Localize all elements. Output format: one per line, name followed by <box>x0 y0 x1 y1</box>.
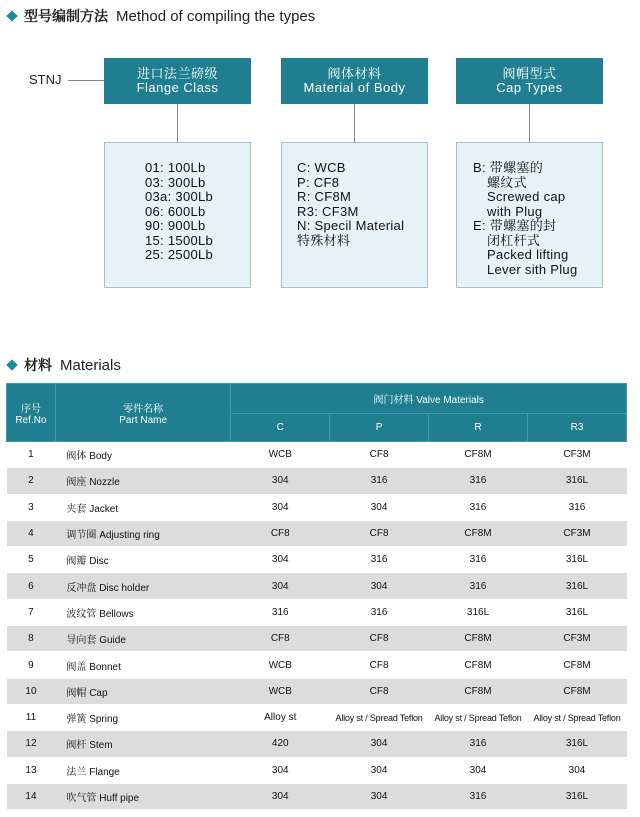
flange-option: 15: 1500Lb <box>145 232 214 248</box>
material-r-cell: 316 <box>429 573 528 599</box>
flange-class-header-cn: 进口法兰磅级 <box>136 66 218 81</box>
material-p-cell: CF8 <box>330 652 429 678</box>
material-r3-cell: CF3M <box>527 626 626 652</box>
ref-no-cell: 11 <box>7 704 56 730</box>
material-c-cell: 304 <box>231 783 330 809</box>
cap-option: 闭杠杆式 <box>487 232 541 248</box>
cap-option: B: 带螺塞的 <box>473 160 543 175</box>
material-r3-cell: 316L <box>527 783 626 809</box>
part-name-cell: 反冲盘 Disc holder <box>55 573 231 599</box>
ref-no-cell: 12 <box>7 731 56 757</box>
part-name-cell: 阀体 Body <box>55 442 231 468</box>
part-name-cell: 法兰 Flange <box>55 757 231 783</box>
method-title-cn: 型号编制方法 <box>24 9 108 25</box>
table-row <box>7 652 627 678</box>
flange-option: 01: 100Lb <box>145 160 206 175</box>
table-row <box>7 757 627 783</box>
part-name-header <box>55 384 231 442</box>
table-row <box>7 442 627 468</box>
material-r3-cell: CF8M <box>527 678 626 704</box>
part-name-cell: 阀盖 Bonnet <box>55 652 231 678</box>
material-p-cell: 304 <box>330 731 429 757</box>
ref-no-cell: 3 <box>7 494 56 520</box>
material-c-cell: WCB <box>231 652 330 678</box>
materials-title-en: Materials <box>60 356 121 374</box>
table-row <box>7 678 627 704</box>
material-p-cell: 316 <box>330 599 429 625</box>
materials-title-cn: 材料 <box>24 358 52 374</box>
ref-no-cell: 10 <box>7 678 56 704</box>
table-row <box>7 520 627 546</box>
body-option: P: CF8 <box>297 174 340 190</box>
cap-option: E: 带螺塞的封 <box>473 218 557 233</box>
flange-connector-line <box>177 104 178 142</box>
material-r-cell: CF8M <box>429 520 528 546</box>
material-c-cell: Alloy st <box>231 704 330 730</box>
ref-no-cell: 2 <box>7 468 56 494</box>
part-name-cell: 阀座 Nozzle <box>55 468 231 494</box>
body-material-header <box>281 58 428 104</box>
materials-section-title <box>8 355 121 375</box>
material-r3-cell: 316L <box>527 731 626 757</box>
material-r-cell: CF8M <box>429 626 528 652</box>
material-r-cell: 316 <box>429 731 528 757</box>
material-c-cell: 420 <box>231 731 330 757</box>
body-material-header-en: Material of Body <box>303 80 406 95</box>
material-c-cell: 304 <box>231 494 330 520</box>
flange-option: 03: 300Lb <box>145 174 206 190</box>
part-name-header-cn: 零件名称 <box>123 403 164 415</box>
table-row <box>7 494 627 520</box>
material-c-cell: 304 <box>231 547 330 573</box>
material-r3-cell: CF3M <box>527 442 626 468</box>
part-name-cell: 波纹管 Bellows <box>55 599 231 625</box>
cap-types-header <box>456 58 603 104</box>
material-c-cell: CF8 <box>231 520 330 546</box>
material-r-cell: 316 <box>429 468 528 494</box>
body-option: R3: CF3M <box>297 203 359 219</box>
ref-no-header <box>7 384 56 442</box>
ref-no-header-en: Ref.No <box>15 414 47 426</box>
material-r-cell: CF8M <box>429 678 528 704</box>
flange-option: 03a: 300Lb <box>145 189 214 204</box>
part-name-cell: 阀瓣 Disc <box>55 547 231 573</box>
body-option: 特殊材料 <box>297 232 351 248</box>
ref-no-cell: 6 <box>7 573 56 599</box>
ref-no-cell: 9 <box>7 652 56 678</box>
cap-option: Lever sith Plug <box>487 261 578 277</box>
material-r3-cell: 316L <box>527 547 626 573</box>
part-name-cell: 弹簧 Spring <box>55 704 231 730</box>
method-section-title <box>8 6 315 26</box>
material-p-cell: Alloy st / Spread Teflon <box>330 704 429 730</box>
material-r-cell: 316 <box>429 783 528 809</box>
material-r3-cell: 316L <box>527 468 626 494</box>
material-r3-cell: 316 <box>527 494 626 520</box>
cap-options-box <box>456 142 603 288</box>
material-r-cell: 316L <box>429 599 528 625</box>
table-row <box>7 731 627 757</box>
body-option: N: Specil Material <box>297 218 405 233</box>
material-p-cell: 316 <box>330 468 429 494</box>
material-r-cell: CF8M <box>429 442 528 468</box>
table-row <box>7 626 627 652</box>
part-name-header-en: Part Name <box>119 414 168 426</box>
materials-table-body <box>7 442 627 810</box>
column-header-r3: R3 <box>527 414 626 442</box>
material-c-cell: CF8 <box>231 626 330 652</box>
material-r-cell: 316 <box>429 547 528 573</box>
ref-no-cell: 4 <box>7 520 56 546</box>
flange-option: 90: 900Lb <box>145 218 206 233</box>
ref-no-cell: 5 <box>7 547 56 573</box>
material-p-cell: 304 <box>330 573 429 599</box>
table-row <box>7 468 627 494</box>
material-c-cell: WCB <box>231 678 330 704</box>
material-r3-cell: 316L <box>527 599 626 625</box>
material-p-cell: 304 <box>330 494 429 520</box>
material-p-cell: CF8 <box>330 442 429 468</box>
material-r3-cell: Alloy st / Spread Teflon <box>527 704 626 730</box>
material-p-cell: CF8 <box>330 678 429 704</box>
material-p-cell: 316 <box>330 547 429 573</box>
column-header-r: R <box>429 414 528 442</box>
material-p-cell: 304 <box>330 757 429 783</box>
material-r-cell: 316 <box>429 494 528 520</box>
part-name-cell: 导向套 Guide <box>55 626 231 652</box>
material-r-cell: CF8M <box>429 652 528 678</box>
diamond-bullet-icon <box>6 359 17 370</box>
body-option: R: CF8M <box>297 189 352 204</box>
column-header-p: P <box>330 414 429 442</box>
table-row <box>7 547 627 573</box>
valve-materials-header: 阀门材料 Valve Materials <box>231 384 627 414</box>
material-p-cell: CF8 <box>330 626 429 652</box>
body-material-header-cn: 阀体材料 <box>327 66 382 81</box>
flange-option: 06: 600Lb <box>145 203 206 219</box>
material-r3-cell: 304 <box>527 757 626 783</box>
method-title-en: Method of compiling the types <box>116 7 316 25</box>
material-c-cell: 304 <box>231 468 330 494</box>
flange-option: 25: 2500Lb <box>145 247 214 262</box>
cap-option: 螺纹式 <box>487 174 527 190</box>
cap-option: Packed lifting <box>487 247 569 262</box>
material-p-cell: 304 <box>330 783 429 809</box>
part-name-cell: 吹气管 Huff pipe <box>55 783 231 809</box>
ref-no-cell: 7 <box>7 599 56 625</box>
material-r-cell: 304 <box>429 757 528 783</box>
ref-no-header-cn: 序号 <box>20 403 41 415</box>
prefix-connector-line <box>68 80 104 81</box>
material-c-cell: 304 <box>231 573 330 599</box>
model-prefix: STNJ <box>29 72 62 87</box>
table-row <box>7 704 627 730</box>
column-header-c: C <box>231 414 330 442</box>
ref-no-cell: 14 <box>7 783 56 809</box>
cap-option: with Plug <box>487 203 543 219</box>
material-c-cell: WCB <box>231 442 330 468</box>
material-r3-cell: CF8M <box>527 652 626 678</box>
ref-no-cell: 13 <box>7 757 56 783</box>
materials-table <box>6 383 627 810</box>
ref-no-cell: 8 <box>7 626 56 652</box>
material-p-cell: CF8 <box>330 520 429 546</box>
body-option: C: WCB <box>297 160 346 175</box>
ref-no-cell: 1 <box>7 442 56 468</box>
diamond-bullet-icon <box>6 10 17 21</box>
material-r3-cell: 316L <box>527 573 626 599</box>
flange-class-header <box>104 58 251 104</box>
part-name-cell: 调节圈 Adjusting ring <box>55 520 231 546</box>
material-r3-cell: CF3M <box>527 520 626 546</box>
flange-options-box <box>104 142 251 288</box>
table-row <box>7 573 627 599</box>
part-name-cell: 阀帽 Cap <box>55 678 231 704</box>
body-options-box <box>281 142 428 288</box>
table-row <box>7 783 627 809</box>
body-connector-line <box>354 104 355 142</box>
flange-class-header-en: Flange Class <box>136 80 219 95</box>
part-name-cell: 夹套 Jacket <box>55 494 231 520</box>
cap-option: Screwed cap <box>487 189 566 204</box>
cap-types-header-cn: 阀帽型式 <box>502 66 557 81</box>
cap-connector-line <box>529 104 530 142</box>
table-row <box>7 599 627 625</box>
cap-types-header-en: Cap Types <box>496 80 563 95</box>
part-name-cell: 阀杆 Stem <box>55 731 231 757</box>
material-r-cell: Alloy st / Spread Teflon <box>429 704 528 730</box>
material-c-cell: 304 <box>231 757 330 783</box>
material-c-cell: 316 <box>231 599 330 625</box>
